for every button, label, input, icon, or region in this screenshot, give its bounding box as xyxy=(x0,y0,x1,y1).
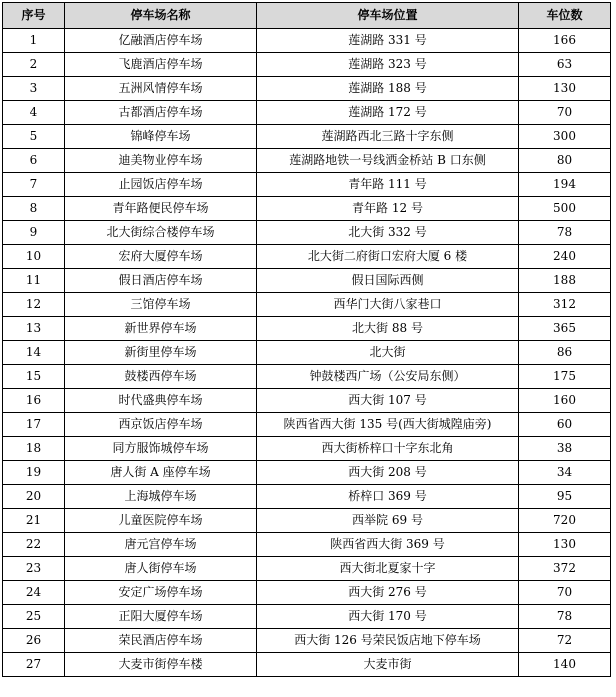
cell-location: 西大街北夏家十字 xyxy=(257,557,519,581)
cell-index: 22 xyxy=(3,533,65,557)
cell-name: 上海城停车场 xyxy=(65,485,257,509)
cell-name: 迪美物业停车场 xyxy=(65,149,257,173)
table-row xyxy=(3,533,611,557)
cell-spaces: 78 xyxy=(519,605,611,629)
cell-name: 止园饭店停车场 xyxy=(65,173,257,197)
table-row xyxy=(3,413,611,437)
cell-index: 26 xyxy=(3,629,65,653)
cell-index: 9 xyxy=(3,221,65,245)
cell-name: 西京饭店停车场 xyxy=(65,413,257,437)
cell-name: 假日酒店停车场 xyxy=(65,269,257,293)
cell-index: 3 xyxy=(3,77,65,101)
table-row xyxy=(3,101,611,125)
cell-index: 24 xyxy=(3,581,65,605)
cell-spaces: 80 xyxy=(519,149,611,173)
table-row xyxy=(3,365,611,389)
cell-index: 8 xyxy=(3,197,65,221)
cell-spaces: 300 xyxy=(519,125,611,149)
cell-index: 15 xyxy=(3,365,65,389)
cell-index: 21 xyxy=(3,509,65,533)
cell-location: 北大街 88 号 xyxy=(257,317,519,341)
table-row xyxy=(3,53,611,77)
table-row xyxy=(3,245,611,269)
cell-spaces: 166 xyxy=(519,29,611,53)
table-row xyxy=(3,173,611,197)
cell-index: 14 xyxy=(3,341,65,365)
cell-location: 青年路 111 号 xyxy=(257,173,519,197)
header-name: 停车场名称 xyxy=(65,3,257,29)
cell-spaces: 72 xyxy=(519,629,611,653)
cell-location: 西大街 170 号 xyxy=(257,605,519,629)
cell-name: 青年路便民停车场 xyxy=(65,197,257,221)
cell-location: 北大街 332 号 xyxy=(257,221,519,245)
cell-spaces: 38 xyxy=(519,437,611,461)
cell-location: 钟鼓楼西广场（公安局东侧） xyxy=(257,365,519,389)
table-row xyxy=(3,557,611,581)
cell-name: 唐人街停车场 xyxy=(65,557,257,581)
cell-name: 新街里停车场 xyxy=(65,341,257,365)
cell-location: 大麦市街 xyxy=(257,653,519,677)
cell-spaces: 194 xyxy=(519,173,611,197)
cell-location: 陕西省西大街 369 号 xyxy=(257,533,519,557)
cell-index: 5 xyxy=(3,125,65,149)
cell-spaces: 500 xyxy=(519,197,611,221)
cell-index: 7 xyxy=(3,173,65,197)
cell-name: 三馆停车场 xyxy=(65,293,257,317)
cell-location: 莲湖路西北三路十字东侧 xyxy=(257,125,519,149)
cell-name: 时代盛典停车场 xyxy=(65,389,257,413)
cell-spaces: 160 xyxy=(519,389,611,413)
table-row xyxy=(3,605,611,629)
cell-location: 陕西省西大街 135 号(西大街城隍庙旁) xyxy=(257,413,519,437)
cell-location: 莲湖路 172 号 xyxy=(257,101,519,125)
table-row xyxy=(3,341,611,365)
cell-spaces: 312 xyxy=(519,293,611,317)
table-row xyxy=(3,197,611,221)
table-row xyxy=(3,461,611,485)
table-row xyxy=(3,29,611,53)
cell-index: 16 xyxy=(3,389,65,413)
cell-spaces: 720 xyxy=(519,509,611,533)
cell-name: 北大街综合楼停车场 xyxy=(65,221,257,245)
table-row xyxy=(3,125,611,149)
cell-name: 亿融酒店停车场 xyxy=(65,29,257,53)
cell-index: 25 xyxy=(3,605,65,629)
table-row xyxy=(3,269,611,293)
cell-location: 假日国际西侧 xyxy=(257,269,519,293)
header-location: 停车场位置 xyxy=(257,3,519,29)
table-row xyxy=(3,629,611,653)
cell-spaces: 34 xyxy=(519,461,611,485)
cell-name: 宏府大厦停车场 xyxy=(65,245,257,269)
cell-name: 飞鹿酒店停车场 xyxy=(65,53,257,77)
header-row xyxy=(3,3,611,29)
cell-spaces: 130 xyxy=(519,533,611,557)
cell-index: 18 xyxy=(3,437,65,461)
cell-index: 13 xyxy=(3,317,65,341)
table-row xyxy=(3,221,611,245)
cell-spaces: 140 xyxy=(519,653,611,677)
cell-location: 桥梓口 369 号 xyxy=(257,485,519,509)
cell-location: 西大街 276 号 xyxy=(257,581,519,605)
cell-spaces: 372 xyxy=(519,557,611,581)
cell-name: 新世界停车场 xyxy=(65,317,257,341)
cell-name: 唐元宫停车场 xyxy=(65,533,257,557)
cell-location: 莲湖路 323 号 xyxy=(257,53,519,77)
cell-location: 西举院 69 号 xyxy=(257,509,519,533)
header-index: 序号 xyxy=(3,3,65,29)
cell-index: 4 xyxy=(3,101,65,125)
cell-index: 10 xyxy=(3,245,65,269)
table-row xyxy=(3,485,611,509)
table-row xyxy=(3,389,611,413)
cell-name: 大麦市街停车楼 xyxy=(65,653,257,677)
cell-name: 锦峰停车场 xyxy=(65,125,257,149)
cell-name: 鼓楼西停车场 xyxy=(65,365,257,389)
cell-index: 2 xyxy=(3,53,65,77)
cell-location: 西大街 126 号荣民饭店地下停车场 xyxy=(257,629,519,653)
cell-index: 27 xyxy=(3,653,65,677)
cell-location: 莲湖路 188 号 xyxy=(257,77,519,101)
cell-spaces: 63 xyxy=(519,53,611,77)
table-row xyxy=(3,509,611,533)
cell-name: 同方服饰城停车场 xyxy=(65,437,257,461)
cell-spaces: 188 xyxy=(519,269,611,293)
cell-name: 儿童医院停车场 xyxy=(65,509,257,533)
cell-name: 五洲风情停车场 xyxy=(65,77,257,101)
cell-location: 青年路 12 号 xyxy=(257,197,519,221)
header-spaces: 车位数 xyxy=(519,3,611,29)
cell-location: 莲湖路地铁一号线洒金桥站 B 口东侧 xyxy=(257,149,519,173)
cell-spaces: 130 xyxy=(519,77,611,101)
cell-spaces: 70 xyxy=(519,581,611,605)
table-row xyxy=(3,581,611,605)
table-row xyxy=(3,293,611,317)
cell-name: 荣民酒店停车场 xyxy=(65,629,257,653)
table-row xyxy=(3,317,611,341)
cell-name: 正阳大厦停车场 xyxy=(65,605,257,629)
cell-index: 11 xyxy=(3,269,65,293)
cell-spaces: 86 xyxy=(519,341,611,365)
table-wrapper xyxy=(2,2,611,677)
cell-location: 莲湖路 331 号 xyxy=(257,29,519,53)
cell-location: 北大街二府街口宏府大厦 6 楼 xyxy=(257,245,519,269)
cell-spaces: 175 xyxy=(519,365,611,389)
table-row xyxy=(3,437,611,461)
cell-index: 20 xyxy=(3,485,65,509)
cell-location: 西华门大街八家巷口 xyxy=(257,293,519,317)
cell-spaces: 60 xyxy=(519,413,611,437)
cell-spaces: 70 xyxy=(519,101,611,125)
cell-index: 23 xyxy=(3,557,65,581)
cell-spaces: 365 xyxy=(519,317,611,341)
table-row xyxy=(3,77,611,101)
cell-index: 17 xyxy=(3,413,65,437)
cell-index: 1 xyxy=(3,29,65,53)
cell-spaces: 240 xyxy=(519,245,611,269)
cell-name: 古都酒店停车场 xyxy=(65,101,257,125)
cell-index: 19 xyxy=(3,461,65,485)
cell-location: 北大街 xyxy=(257,341,519,365)
cell-name: 安定广场停车场 xyxy=(65,581,257,605)
parking-lot-table xyxy=(2,2,611,677)
cell-index: 12 xyxy=(3,293,65,317)
table-row xyxy=(3,653,611,677)
cell-location: 西大街 208 号 xyxy=(257,461,519,485)
cell-spaces: 78 xyxy=(519,221,611,245)
cell-location: 西大街桥梓口十字东北角 xyxy=(257,437,519,461)
table-header xyxy=(3,3,611,29)
cell-location: 西大街 107 号 xyxy=(257,389,519,413)
table-body xyxy=(3,29,611,677)
cell-name: 唐人街 A 座停车场 xyxy=(65,461,257,485)
table-row xyxy=(3,149,611,173)
cell-spaces: 95 xyxy=(519,485,611,509)
cell-index: 6 xyxy=(3,149,65,173)
